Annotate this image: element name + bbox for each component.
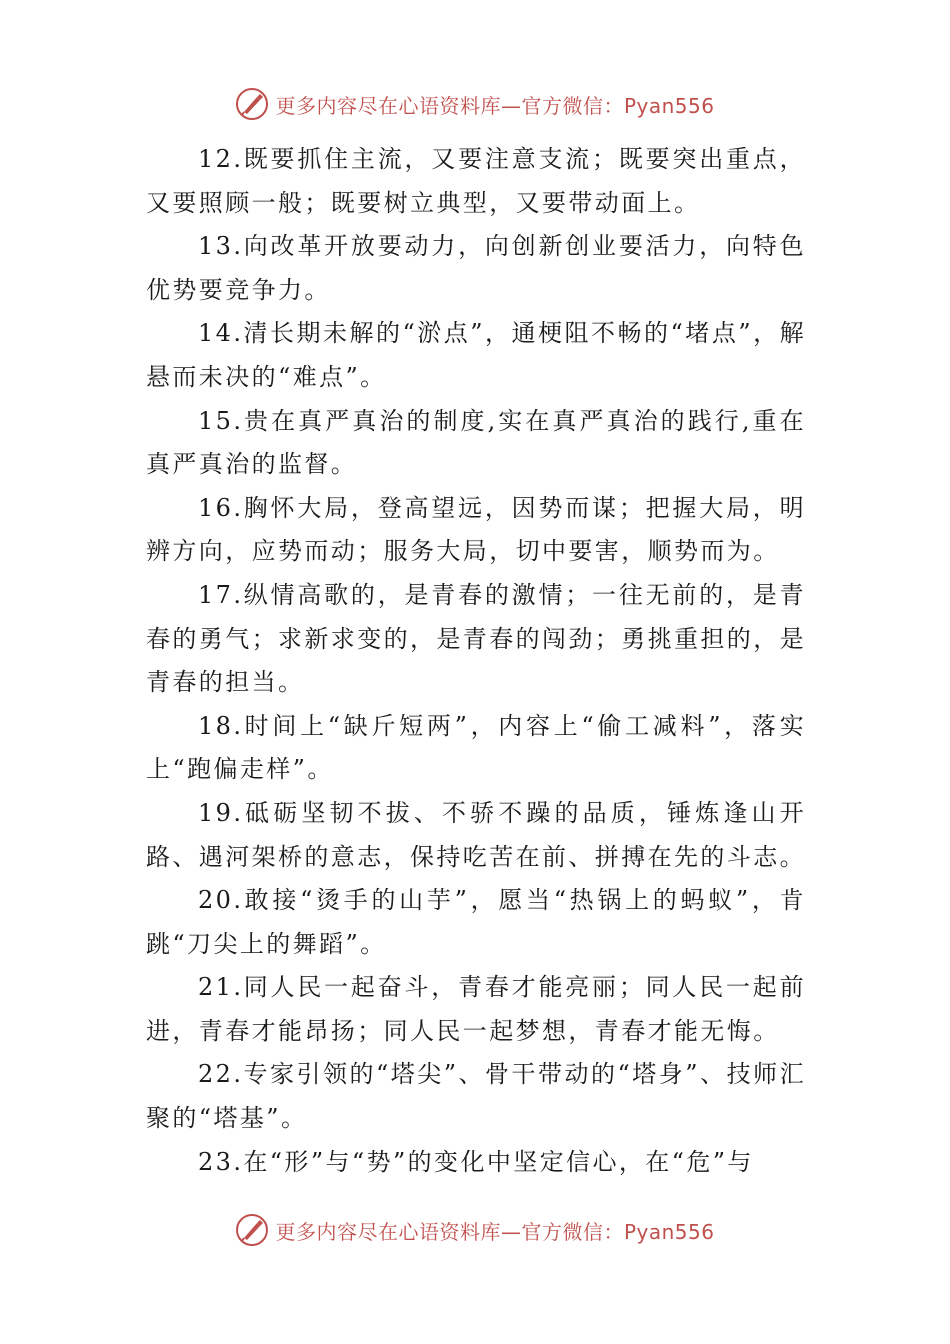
paragraph-16: 16.胸怀大局，登高望远，因势而谋；把握大局，明辨方向，应势而动；服务大局，切中要害，顺势而为。 [146,493,806,566]
footer-banner-text: 更多内容尽在心语资料库—官方微信：Pyan556 [275,1219,715,1244]
paragraph-12: 12.既要抓住主流，又要注意支流；既要突出重点，又要照顾一般；既要树立典型，又要带动面上。 [146,145,806,217]
paragraph-14: 14.清长期未解的“淤点”，通梗阻不畅的“堵点”，解悬而未决的“难点”。 [146,319,806,391]
footer-banner [0,1210,950,1250]
document-body [146,138,806,1184]
paragraph-20: 20.敢接“烫手的山芋”，愿当“热锅上的蚂蚁”，肯跳“刀尖上的舞蹈”。 [146,886,806,958]
paragraph-17: 17.纵情高歌的，是青春的激情；一往无前的，是青春的勇气；求新求变的，是青春的闯劲；勇挑重担的，是青春的担当。 [146,580,806,697]
paragraph-19: 19.砥砺坚韧不拔、不骄不躁的品质，锤炼逢山开路、遇河架桥的意志，保持吃苦在前、拼搏在先的斗志。 [146,798,806,871]
paragraph-22: 22.专家引领的“塔尖”、骨干带动的“塔身”、技师汇聚的“塔基”。 [146,1060,806,1133]
pen-nib-seal-icon [235,1213,269,1247]
paragraph-23: 23.在“形”与“势”的变化中坚定信心，在“危”与 [198,1147,754,1176]
paragraph-18: 18.时间上“缺斤短两”，内容上“偷工减料”，落实上“跑偏走样”。 [146,711,806,784]
paragraph-13: 13.向改革开放要动力，向创新创业要活力，向特色优势要竞争力。 [146,232,806,304]
paragraph-15: 15.贵在真严真治的制度,实在真严真治的践行,重在真严真治的监督。 [146,406,806,479]
header-banner [0,84,950,124]
pen-nib-seal-icon [235,87,269,121]
header-banner-text: 更多内容尽在心语资料库—官方微信：Pyan556 [275,93,715,118]
paragraph-21: 21.同人民一起奋斗，青春才能亮丽；同人民一起前进，青春才能昂扬；同人民一起梦想，青春才能无悔。 [146,973,806,1045]
